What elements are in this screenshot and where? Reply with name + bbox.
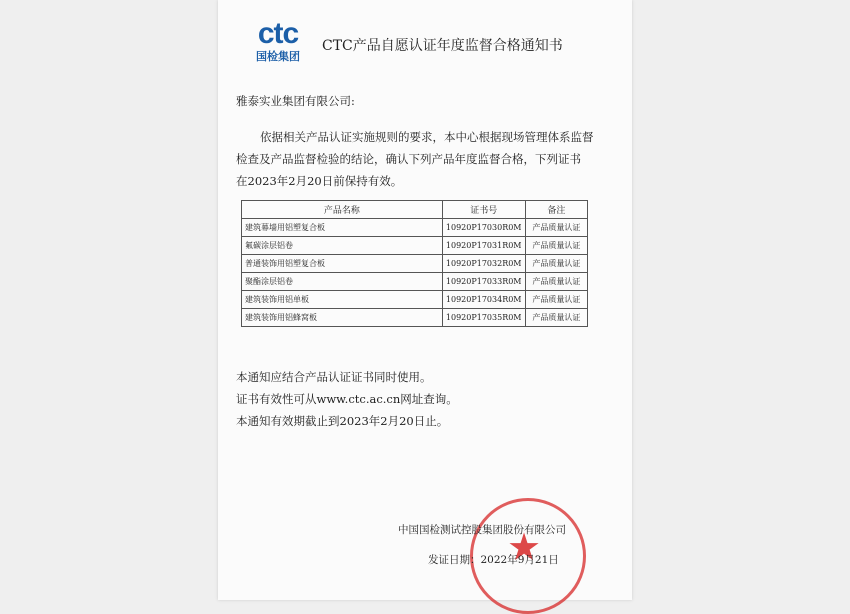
table-row	[242, 219, 588, 237]
note-3: 本通知有效期截止到2023年2月20日止。	[236, 414, 449, 428]
cert-number: 10920P17031R0M	[442, 237, 525, 255]
ctc-logo	[250, 17, 306, 64]
table-row	[242, 255, 588, 273]
remark: 产品质量认证	[525, 291, 587, 309]
table-header	[242, 201, 588, 219]
note-1: 本通知应结合产品认证证书同时使用。	[236, 370, 432, 384]
addressee: 雅泰实业集团有限公司:	[236, 94, 355, 108]
body-line-3: 在2023年2月20日前保持有效。	[236, 174, 403, 188]
remark: 产品质量认证	[525, 273, 587, 291]
product-name: 建筑装饰用铝单板	[242, 291, 443, 309]
product-name: 普通装饰用铝塑复合板	[242, 255, 443, 273]
header-cert-no: 证书号	[442, 201, 525, 219]
remark: 产品质量认证	[525, 309, 587, 327]
remark: 产品质量认证	[525, 237, 587, 255]
logo-mark: ctc	[257, 17, 299, 50]
star-icon: ★	[507, 525, 542, 569]
cert-number: 10920P17033R0M	[442, 273, 525, 291]
body-line-1: 依据相关产品认证实施规则的要求，本中心根据现场管理体系监督	[260, 130, 594, 144]
product-name: 氟碳涂层铝卷	[242, 237, 443, 255]
product-name: 建筑装饰用铝蜂窝板	[242, 309, 443, 327]
cert-number: 10920P17030R0M	[442, 219, 525, 237]
certificate-table	[241, 200, 588, 327]
cert-number: 10920P17035R0M	[442, 309, 525, 327]
remark: 产品质量认证	[525, 255, 587, 273]
issuer: 中国国检测试控股集团股份有限公司	[398, 524, 566, 536]
logo-name: 国检集团	[256, 50, 300, 63]
cert-number: 10920P17034R0M	[442, 291, 525, 309]
product-name: 聚酯涂层铝卷	[242, 273, 443, 291]
cert-number: 10920P17032R0M	[442, 255, 525, 273]
table-row	[242, 273, 588, 291]
issue-date: 发证日期：2022年9月21日	[428, 554, 559, 566]
note-2: 证书有效性可从www.ctc.ac.cn网址查询。	[236, 392, 458, 406]
table-row	[242, 237, 588, 255]
table-row	[242, 309, 588, 327]
header-product: 产品名称	[242, 201, 443, 219]
document-title: CTC产品自愿认证年度监督合格通知书	[322, 38, 563, 54]
product-name: 建筑幕墙用铝塑复合板	[242, 219, 443, 237]
remark: 产品质量认证	[525, 219, 587, 237]
header-remark: 备注	[525, 201, 587, 219]
body-line-2: 检查及产品监督检验的结论，确认下列产品年度监督合格，下列证书	[236, 152, 581, 166]
table-row	[242, 291, 588, 309]
